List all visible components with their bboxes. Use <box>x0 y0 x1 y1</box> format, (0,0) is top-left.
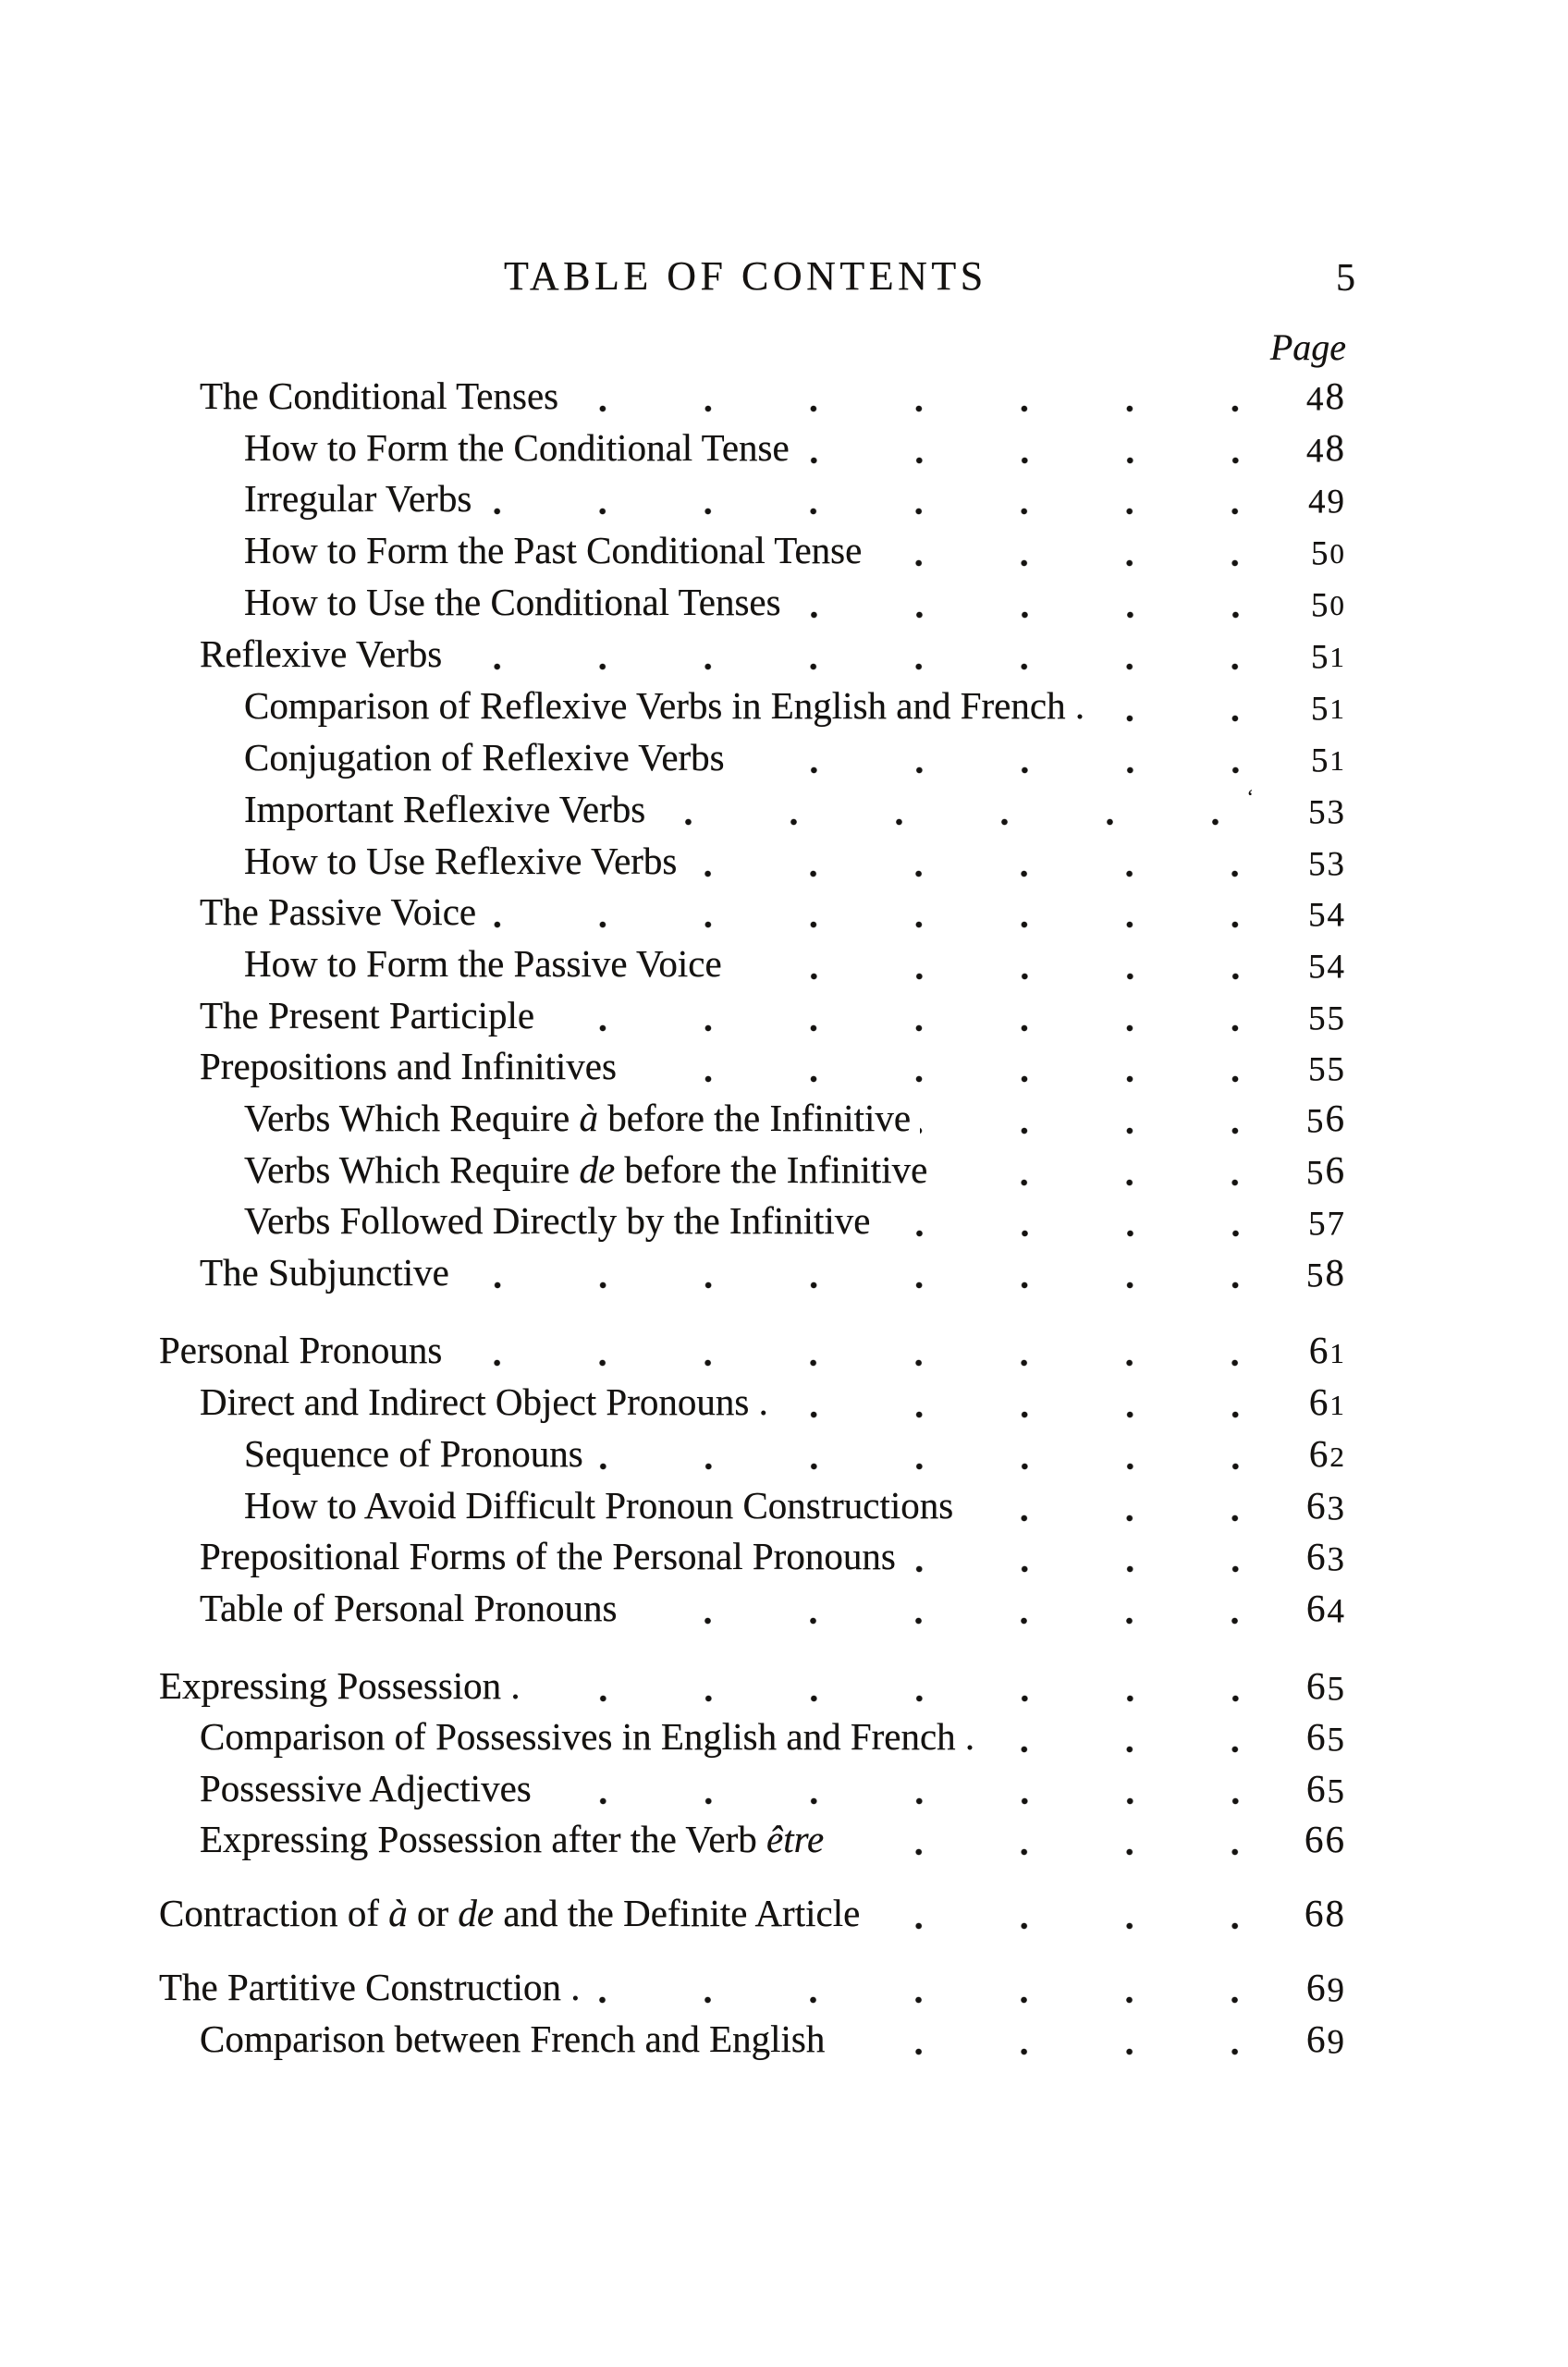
toc-title-text: before the Infinitive <box>615 1147 928 1191</box>
toc-title-text: The Partitive Construction . <box>159 1966 581 2009</box>
page-digit: 8 <box>1325 425 1346 469</box>
page-digit: 5 <box>1306 1153 1326 1192</box>
page-digit: 7 <box>1327 1204 1346 1243</box>
toc-title-text: Comparison between French and English <box>200 2017 826 2061</box>
page-digit: 1 <box>1329 692 1346 725</box>
dot-leader <box>568 372 1267 423</box>
page-digit: 5 <box>1327 1772 1346 1810</box>
toc-entry <box>159 1712 1346 1764</box>
toc-title-text: before the Infinitive <box>597 1096 912 1139</box>
toc-entry-title <box>200 1532 896 1584</box>
page-digit: 8 <box>1325 1892 1346 1935</box>
toc-title-text: The Subjunctive <box>200 1250 449 1294</box>
toc-title-italic-word: être <box>766 1818 825 1861</box>
toc-entry <box>159 2015 1346 2067</box>
toc-entry-title <box>244 837 677 889</box>
dot-leader <box>626 1042 1267 1094</box>
page-digit: 4 <box>1327 1591 1346 1630</box>
toc-entry-page-number <box>1267 1889 1346 1937</box>
toc-entry <box>159 1196 1346 1248</box>
toc-title-text: Direct and Indirect Object Pronouns . <box>200 1380 768 1423</box>
toc-entry <box>159 1764 1346 1816</box>
page-digit: 3 <box>1327 844 1346 883</box>
page-digit: 5 <box>1306 1101 1326 1140</box>
page-digit: 5 <box>1308 1049 1328 1088</box>
page-digit: 6 <box>1306 1766 1328 1809</box>
page-digit: 9 <box>1327 2022 1346 2061</box>
toc-title-text: Sequence of Pronouns <box>244 1431 583 1475</box>
page-digit: 6 <box>1306 2017 1328 2061</box>
page-column-header: Page <box>1269 326 1346 368</box>
toc-entry-title <box>244 1481 953 1533</box>
page-digit: 0 <box>1329 536 1346 570</box>
toc-entry <box>159 1042 1346 1094</box>
toc-entry-title <box>244 1094 911 1146</box>
toc-entry-title <box>244 785 645 837</box>
page-digit: 6 <box>1308 1328 1330 1371</box>
page-digit: 4 <box>1306 379 1326 418</box>
toc-entry-title <box>244 423 790 475</box>
page-digit: 3 <box>1327 792 1346 831</box>
toc-entry-title <box>200 372 558 423</box>
toc-entry-title <box>244 1429 583 1481</box>
dot-leader <box>790 578 1267 630</box>
toc-entry <box>159 372 1346 423</box>
toc-title-text: How to Use the Conditional Tenses <box>244 580 781 623</box>
toc-title-text: Important Reflexive Verbs <box>244 787 646 830</box>
toc-entry-title <box>200 991 534 1043</box>
toc-title-text: How to Use Reflexive Verbs <box>244 839 678 882</box>
toc-title-italic-word: de <box>579 1147 616 1191</box>
toc-entry-title <box>200 1764 532 1816</box>
toc-title-text: How to Avoid Difficult Pronoun Constructions <box>244 1483 954 1527</box>
toc-title-text: Prepositions and Infinitives <box>200 1045 617 1088</box>
toc-entry-page-number <box>1267 1662 1346 1713</box>
page-digit: 4 <box>1308 482 1328 521</box>
toc-title-text: How to Form the Past Conditional Tense <box>244 528 863 571</box>
page-digit: 8 <box>1325 374 1346 417</box>
toc-entry <box>159 1532 1346 1584</box>
toc-entry-page-number <box>1267 1963 1346 2015</box>
page-digit: 4 <box>1327 895 1346 934</box>
page-digit: 6 <box>1308 1431 1330 1475</box>
page-digit: 3 <box>1327 1539 1346 1578</box>
toc-entry <box>159 1429 1346 1481</box>
dot-leader <box>481 474 1267 526</box>
page-digit: 6 <box>1325 1818 1346 1861</box>
toc-title-italic-word: à <box>388 1892 408 1935</box>
toc-title-italic-word: de <box>458 1892 495 1935</box>
toc-entry-page-number <box>1267 1532 1346 1584</box>
dot-leader <box>920 1094 1267 1146</box>
toc-title-text: The Conditional Tenses <box>200 374 559 417</box>
toc-entry <box>159 1815 1346 1863</box>
page-digit: 9 <box>1327 482 1346 521</box>
toc-entry-page-number <box>1267 1378 1346 1429</box>
toc-title-text: Personal Pronouns <box>159 1328 443 1371</box>
page-digit: 5 <box>1310 533 1330 572</box>
dot-leader <box>834 2015 1267 2067</box>
toc-entry <box>159 1584 1346 1636</box>
page-digit: 6 <box>1305 1818 1326 1861</box>
toc-entry <box>159 474 1346 526</box>
dot-leader <box>984 1712 1267 1764</box>
toc-entry-title <box>200 630 442 681</box>
page-digit: 0 <box>1329 588 1346 621</box>
toc-entry-page-number <box>1267 526 1346 578</box>
dot-leader <box>833 1815 1267 1863</box>
dot-leader <box>485 888 1267 939</box>
dot-leader <box>778 1378 1267 1429</box>
toc-entry <box>159 991 1346 1043</box>
toc-entry-page-number <box>1267 1042 1346 1094</box>
page-digit: 8 <box>1325 1250 1346 1294</box>
page-digit: 6 <box>1308 1380 1330 1423</box>
page-digit: 1 <box>1329 743 1346 777</box>
dot-leader <box>1094 681 1267 733</box>
toc-entry-page-number <box>1267 1481 1346 1533</box>
page-digit: 6 <box>1305 1892 1326 1935</box>
toc-entry <box>159 1662 1346 1713</box>
toc-list <box>159 372 1346 2067</box>
page-digit: 2 <box>1329 1440 1346 1473</box>
toc-entry <box>159 837 1346 889</box>
page-digit: 5 <box>1327 1720 1346 1759</box>
page-digit: 9 <box>1327 1971 1346 2010</box>
toc-entry-page-number <box>1267 1146 1346 1197</box>
page-digit: 5 <box>1327 1669 1346 1708</box>
toc-entry <box>159 1146 1346 1197</box>
toc-entry-page-number <box>1267 1196 1346 1248</box>
toc-title-text: Verbs Which Require <box>244 1147 580 1191</box>
toc-entry <box>159 785 1346 837</box>
page-digit: 5 <box>1308 844 1328 883</box>
toc-entry <box>159 888 1346 939</box>
toc-entry-page-number <box>1267 1764 1346 1816</box>
toc-entry-title <box>200 1712 974 1764</box>
toc-title-text: Verbs Which Require <box>244 1096 580 1139</box>
page-title: TABLE OF CONTENTS <box>504 253 987 299</box>
page-digit: 1 <box>1329 640 1346 673</box>
toc-entry-page-number <box>1267 423 1346 475</box>
toc-entry <box>159 1326 1346 1378</box>
toc-title-text: How to Form the Passive Voice <box>244 941 722 985</box>
toc-entry <box>159 939 1346 991</box>
toc-entry-page-number <box>1267 1815 1346 1863</box>
toc-entry-title <box>244 681 1084 733</box>
dot-leader <box>451 1326 1267 1378</box>
toc-entry <box>159 1094 1346 1146</box>
page-digit: 6 <box>1306 1715 1328 1759</box>
toc-entry-title <box>200 2015 825 2067</box>
dot-leader <box>655 785 1246 837</box>
toc-entry-title <box>244 1146 927 1197</box>
toc-entry-page-number <box>1267 630 1346 681</box>
page-digit: 5 <box>1308 947 1328 986</box>
toc-entry-page-number <box>1267 1429 1346 1481</box>
dot-leader <box>589 1963 1267 2015</box>
toc-entry-title <box>244 733 725 785</box>
page-digit: 6 <box>1306 1586 1328 1629</box>
toc-title-text: Verbs Followed Directly by the Infinitive <box>244 1199 871 1243</box>
page-digit: 4 <box>1327 947 1346 986</box>
page-digit: 5 <box>1308 895 1328 934</box>
toc-title-italic-word: à <box>579 1096 598 1139</box>
toc-entry-title <box>244 474 472 526</box>
toc-entry-title <box>244 578 781 630</box>
page-digit: 3 <box>1327 1489 1346 1527</box>
toc-entry-page-number <box>1267 578 1346 630</box>
toc-entry <box>159 526 1346 578</box>
toc-entry-page-number <box>1267 474 1346 526</box>
toc-entry <box>159 1378 1346 1429</box>
page-digit: 6 <box>1306 1663 1328 1707</box>
toc-title-text: Irregular Verbs <box>244 477 472 521</box>
toc-title-text: The Present Participle <box>200 993 535 1036</box>
page-digit: 5 <box>1327 1049 1346 1088</box>
toc-entry-page-number <box>1267 2015 1346 2067</box>
dot-leader <box>626 1584 1267 1636</box>
toc-entry <box>159 1248 1346 1300</box>
stray-mark: ‘ <box>1246 784 1254 808</box>
dot-leader <box>869 1889 1267 1937</box>
toc-entry-page-number <box>1267 991 1346 1043</box>
toc-title-text: Expressing Possession . <box>159 1663 521 1707</box>
toc-entry <box>159 423 1346 475</box>
dot-leader <box>799 423 1267 475</box>
toc-entry-title <box>200 1378 768 1429</box>
dot-leader <box>530 1662 1267 1713</box>
page-digit: 5 <box>1306 1256 1326 1294</box>
toc-title-text: Expressing Possession after the Verb <box>200 1818 767 1861</box>
toc-entry-page-number <box>1267 1584 1346 1636</box>
page-digit: 5 <box>1310 637 1330 676</box>
page-digit: 6 <box>1306 1966 1328 2009</box>
dot-leader <box>451 630 1267 681</box>
toc-entry-title <box>159 1963 580 2015</box>
page-digit: 6 <box>1325 1147 1346 1191</box>
toc-entry-page-number <box>1267 1094 1346 1146</box>
page-digit: 1 <box>1329 1388 1346 1421</box>
toc-entry <box>159 681 1346 733</box>
toc-entry-page-number <box>1267 1248 1346 1300</box>
toc-entry-page-number <box>1267 785 1346 837</box>
page-digit: 5 <box>1308 1204 1328 1243</box>
dot-leader <box>880 1196 1267 1248</box>
dot-leader <box>871 526 1267 578</box>
dot-leader <box>905 1532 1267 1584</box>
dot-leader <box>459 1248 1267 1300</box>
toc-title-text: or <box>407 1892 459 1935</box>
toc-entry <box>159 578 1346 630</box>
page-digit: 5 <box>1308 999 1328 1037</box>
toc-entry-title <box>159 1662 521 1713</box>
toc-entry-page-number <box>1267 888 1346 939</box>
toc-entry-title <box>200 1815 824 1863</box>
page-digit: 6 <box>1306 1483 1328 1527</box>
toc-entry <box>159 1963 1346 2015</box>
toc-entry-title <box>244 526 862 578</box>
toc-entry-page-number <box>1267 837 1346 889</box>
toc-entry <box>159 733 1346 785</box>
page-digit: 6 <box>1306 1535 1328 1578</box>
toc-title-text: Comparison of Reflexive Verbs in English and French . <box>244 683 1085 727</box>
dot-leader <box>544 991 1267 1043</box>
dot-leader <box>686 837 1267 889</box>
toc-title-text: How to Form the Conditional Tense <box>244 425 790 469</box>
toc-title-text: Comparison of Possessives in English and French . <box>200 1715 975 1759</box>
page-digit: 5 <box>1310 741 1330 779</box>
dot-leader <box>541 1764 1267 1816</box>
toc-entry-title <box>200 888 476 939</box>
page-digit: 5 <box>1310 689 1330 728</box>
toc-entry-page-number <box>1267 372 1346 423</box>
page-digit: 4 <box>1306 431 1326 470</box>
toc-title-text: Contraction of <box>159 1892 389 1935</box>
toc-entry-page-number <box>1267 733 1346 785</box>
toc-title-text: Reflexive Verbs <box>200 632 443 675</box>
toc-title-text: Conjugation of Reflexive Verbs <box>244 735 725 779</box>
toc-entry-title <box>200 1584 617 1636</box>
dot-leader <box>962 1481 1267 1533</box>
toc-entry-page-number <box>1267 1712 1346 1764</box>
page-digit: 1 <box>1329 1336 1346 1369</box>
page-digit: 5 <box>1308 792 1328 831</box>
toc-entry-title <box>244 939 722 991</box>
toc-entry <box>159 1889 1346 1937</box>
folio-page-number: 5 <box>1336 257 1355 300</box>
toc-title-text: Prepositional Forms of the Personal Pronouns <box>200 1535 896 1578</box>
toc-entry <box>159 630 1346 681</box>
page-digit: 6 <box>1325 1096 1346 1139</box>
toc-entry-page-number <box>1267 939 1346 991</box>
toc-entry-title <box>159 1326 442 1378</box>
dot-leader <box>734 733 1267 785</box>
page-digit: 5 <box>1327 999 1346 1037</box>
page-digit: 5 <box>1310 585 1330 624</box>
toc-entry-page-number <box>1267 681 1346 733</box>
toc-entry <box>159 1481 1346 1533</box>
toc-entry-title <box>244 1196 871 1248</box>
dot-leader <box>937 1146 1267 1197</box>
toc-entry-page-number <box>1267 1326 1346 1378</box>
toc-title-text: Possessive Adjectives <box>200 1766 532 1809</box>
toc-title-text: Table of Personal Pronouns <box>200 1586 618 1629</box>
toc-title-text: and the Definite Article <box>494 1892 861 1935</box>
toc-entry-title <box>200 1248 449 1300</box>
toc-entry-title <box>159 1889 860 1937</box>
dot-leader <box>593 1429 1267 1481</box>
dot-leader <box>731 939 1267 991</box>
toc-entry-title <box>200 1042 617 1094</box>
toc-title-text: The Passive Voice <box>200 890 477 934</box>
